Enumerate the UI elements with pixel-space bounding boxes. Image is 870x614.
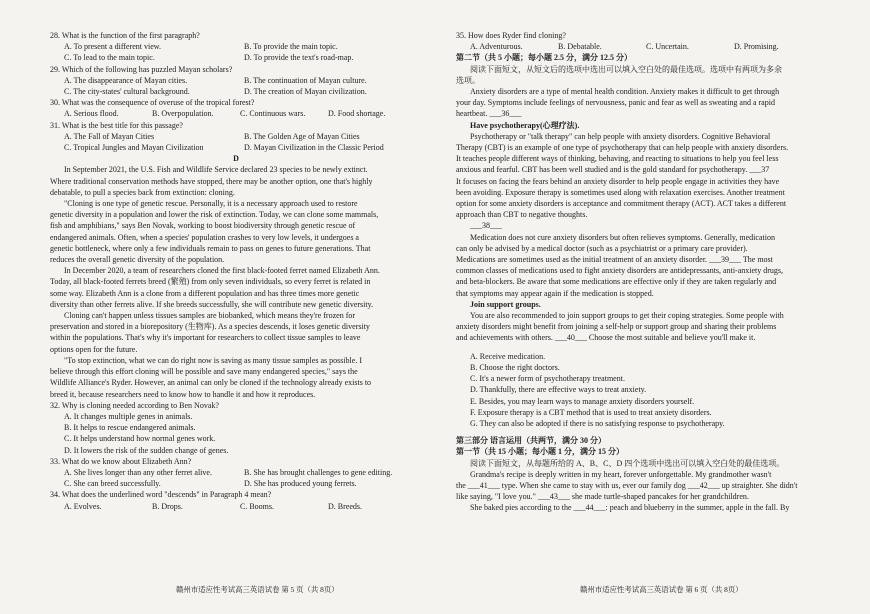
option: D. To provide the text's road-map. xyxy=(244,53,354,63)
passage-line: option for some anxiety disorders is acceptance and commitment therapy (ACT). ACT takes a different xyxy=(456,199,787,209)
passage-line: anxiety disorders might benefit from joining a self-help or support group and sharing their problems xyxy=(456,322,777,332)
passage-line: options open for the future. xyxy=(50,344,138,354)
passage-line: "To stop extinction, what we can do right now is saving as many tissue samples as possible. I xyxy=(64,355,362,365)
option: A. Receive medication. xyxy=(470,351,546,361)
part-3-heading: 第三部分 语言运用（共两节，满分 30 分） xyxy=(456,436,606,446)
option: C. It helps understand how normal genes work. xyxy=(64,434,216,444)
option: C. To lead to the main topic. xyxy=(64,53,155,63)
cloze-line: Grandma's recipe is deeply written in my heart, forever unforgettable. My grandmother wasn't xyxy=(470,469,772,479)
option: B. To provide the main topic. xyxy=(244,42,338,52)
question-31: 31. What is the best title for this passage? xyxy=(50,120,183,130)
passage-line: that symptoms may appear again if the medication is stopped. xyxy=(456,288,654,298)
passage-line: Psychotherapy or "talk therapy" can help people with anxiety disorders. Cognitive Behavioral xyxy=(470,131,771,141)
option: C. The city-states' cultural background. xyxy=(64,87,190,97)
section-d-heading: D xyxy=(233,154,239,164)
passage-line: anxious and fearful. CBT has been well studied and is the gold standard for psychotherapy. ___37 xyxy=(456,165,770,175)
option: A. Evolves. xyxy=(64,501,102,511)
passage-line: some way. Elizabeth Ann is a clone from a different population and has three times more genetic xyxy=(50,288,360,298)
option: A. The disappearance of Mayan cities. xyxy=(64,75,188,85)
option: D. Mayan Civilization in the Classic Period xyxy=(244,143,384,153)
option: C. Tropical Jungles and Mayan Civilization xyxy=(64,143,204,153)
question-30: 30. What was the consequence of overuse of the tropical forest? xyxy=(50,98,255,108)
option: A. The Fall of Mayan Cities xyxy=(64,131,155,141)
option: D. Food shortage. xyxy=(328,109,386,119)
option: B. The Golden Age of Mayan Cities xyxy=(244,131,360,141)
passage-line: Medication does not cure anxiety disorders but often relieves symptoms. Generally, medication xyxy=(470,232,775,242)
question-34: 34. What does the underlined word "descends" in Paragraph 4 mean? xyxy=(50,490,272,500)
passage-line: been avoiding. Exposure therapy is sometimes used along with relaxation exercises. Another treatment xyxy=(456,187,785,197)
passage-line: genetic bottleneck, where only a few individuals remain to pass on genes to future generations. That xyxy=(50,243,371,253)
cloze-line: the ___41___ type. When she came to stay with us, ever our family dog ___42___ up straighter. She didn't xyxy=(456,480,798,490)
passage-line: "Cloning is one type of genetic rescue. Personally, it is a necessary approach used to restore xyxy=(64,199,358,209)
section-2-heading: 第二节（共 5 小题；每小题 2.5 分，满分 12.5 分） xyxy=(456,53,632,63)
passage-line: and beta-blockers. Be aware that some medications are effective only if they are taken regularly and xyxy=(456,277,777,287)
passage-line: diversity than other ferrets alive. If she breeds successfully, she will contribute new genetic diversity. xyxy=(50,299,374,309)
option: E. Besides, you may learn ways to manage anxiety disorders yourself. xyxy=(470,396,695,406)
option: B. Debatable. xyxy=(558,42,602,52)
question-28: 28. What is the function of the first paragraph? xyxy=(50,31,200,40)
section-2-instructions: 选项。 xyxy=(456,75,480,85)
passage-line: fish and amphibians," says Ben Novak, working to boost biodiversity through genetic rescue of xyxy=(50,221,356,231)
blank-38: ___38___ xyxy=(470,221,502,231)
question-33: 33. What do we know about Elizabeth Ann? xyxy=(50,456,192,466)
passage-line: Wildlife Alliance's Ryder. However, an animal can only be cloned if the technology already exists to xyxy=(50,378,372,388)
passage-line: Today, all black-footed ferrets breed (繁殖) from only seven individuals, so every ferret is related in xyxy=(50,277,371,287)
part-3-instructions: 阅读下面短文，从每题所给的 A、B、C、D 四个选项中选出可以填入空白处的最佳选项。 xyxy=(470,458,785,468)
option: B. The continuation of Mayan culture. xyxy=(244,75,367,85)
cloze-line: like saying, "I love you." ___43___ she made turtle-shaped pancakes for her grandchildren. xyxy=(456,492,749,502)
option: A. It changes multiple genes in animals. xyxy=(64,411,193,421)
part-3-section-1: 第一节（共 15 小题；每小题 1 分，满分 15 分） xyxy=(456,447,624,457)
option: B. Choose the right doctors. xyxy=(470,362,560,372)
passage-line: heartbeat. ___36___ xyxy=(456,109,522,119)
passage-line: In September 2021, the U.S. Fish and Wildlife Service declared 23 species to be newly extinct. xyxy=(64,165,368,175)
passage-line: breed it, because researchers need to know how to handle it and how it reproduces. xyxy=(50,389,316,399)
cloze-line: She baked pies according to the ___44___: peach and blueberry in the summer, apple in the fall. By xyxy=(470,503,790,513)
passage-line: believe through this effort cloning will be possible and save many endangered species," says the xyxy=(50,367,358,377)
option: D. It lowers the risk of the sudden change of genes. xyxy=(64,445,229,455)
passage-line: Anxiety disorders are a type of mental health condition. Anxiety makes it difficult to get through xyxy=(470,87,780,97)
question-29: 29. Which of the following has puzzled Mayan scholars? xyxy=(50,64,233,74)
option: D. She has produced young ferrets. xyxy=(244,479,357,489)
right-column xyxy=(456,30,826,514)
left-column xyxy=(50,30,422,512)
subheading: Join support groups. xyxy=(470,299,541,309)
passage-line: It focuses on facing the fears behind an anxiety disorder to help people engage in activities they have xyxy=(456,176,780,186)
passage-line: Therapy (CBT) is an example of one type of psychotherapy that can help people with anxiety disorders. xyxy=(456,143,789,153)
passage-line: and achievements with others. ___40___ Choose the most suitable and believe you'll make it. xyxy=(456,333,756,343)
option: C. It's a newer form of psychotherapy treatment. xyxy=(470,374,625,384)
option: B. Overpopulation. xyxy=(152,109,214,119)
option: B. She has brought challenges to gene editing. xyxy=(244,467,393,477)
passage-anxiety xyxy=(456,86,826,344)
passage-line: common classes of medications used to fight anxiety disorders are antidepressants, anti-anxiety drugs, xyxy=(456,266,784,276)
passage-d xyxy=(50,164,422,399)
passage-line: within the populations. That's why it's important for researchers to collect tissue samples to leave xyxy=(50,333,361,343)
option: C. She can breed successfully. xyxy=(64,479,161,489)
option: F. Exposure therapy is a CBT method that is used to treat anxiety disorders. xyxy=(470,407,712,417)
passage-line: approach than CBT to negative thoughts. xyxy=(456,210,588,220)
passage-line: can only be advised by a medical doctor (such as a psychiatrist or a primary care provider). xyxy=(456,243,748,253)
option: A. She lives longer than any other ferret alive. xyxy=(64,467,212,477)
passage-line: debatable, to pull a species back from extinction: cloning. xyxy=(50,187,235,197)
option: A. To present a different view. xyxy=(64,42,162,52)
question-35: 35. How does Ryder find cloning? xyxy=(456,31,566,40)
passage-line: your day. Symptoms include feelings of nervousness, panic and fear as well as sweating and a rapid xyxy=(456,98,775,108)
option: D. Breeds. xyxy=(328,501,362,511)
page-footer-right: 赣州市适应性考试高三英语试卷 第 6 页（共 8页） xyxy=(580,585,743,594)
page-footer-left: 赣州市适应性考试高三英语试卷 第 5 页（共 8页） xyxy=(176,585,339,594)
passage-line: It teaches people different ways of thinking, behaving, and reacting to situations to help you feel less xyxy=(456,154,779,164)
passage-line: genetic diversity in a population and lower the risk of extinction. Today, we can clone some mammals, xyxy=(50,210,379,220)
option: G. They can also be adopted if there is no satisfying response to psychotherapy. xyxy=(470,418,725,428)
option: C. Uncertain. xyxy=(646,42,689,52)
passage-line: reduces the overall genetic diversity of the population. xyxy=(50,255,225,265)
option: B. It helps to rescue endangered animals. xyxy=(64,423,196,433)
question-32: 32. Why is cloning needed according to Ben Novak? xyxy=(50,400,219,410)
option: C. Continuous wars. xyxy=(240,109,306,119)
subheading: Have psychotherapy(心理疗法). xyxy=(470,120,580,130)
option: B. Drops. xyxy=(152,501,183,511)
passage-line: You are also recommended to join support groups to get their coping strategies. Some people with xyxy=(470,311,784,321)
option: D. The creation of Mayan civilization. xyxy=(244,87,367,97)
passage-line: preservation and stored in a biorepository (生物库). As a species descends, it loses genetic diversity xyxy=(50,322,370,332)
passage-line: In December 2020, a team of researchers cloned the first black-footed ferret named Elizabeth Ann. xyxy=(64,266,380,276)
passage-line: endangered animals. Often, when a species' population crashes to very low levels, it undergoes a xyxy=(50,232,359,242)
option: A. Adventurous. xyxy=(470,42,523,52)
option-list xyxy=(456,351,826,429)
passage-line: Cloning can't happen unless tissues samples are biobanked, which means they're frozen for xyxy=(64,311,356,321)
option: D. Thankfully, there are effective ways to treat anxiety. xyxy=(470,385,647,395)
passage-line: Where traditional conservation methods have stopped, there may be another option, one that's highly xyxy=(50,176,373,186)
option: C. Booms. xyxy=(240,501,275,511)
section-2-instructions: 阅读下面短文，从短文后的选项中选出可以填入空白处的最佳选项。选项中有两项为多余 xyxy=(470,64,782,74)
passage-line: Medications are sometimes used as the initial treatment of an anxiety disorder. ___39___ The most xyxy=(456,255,773,265)
option: D. Promising. xyxy=(734,42,779,52)
option: A. Serious flood. xyxy=(64,109,119,119)
